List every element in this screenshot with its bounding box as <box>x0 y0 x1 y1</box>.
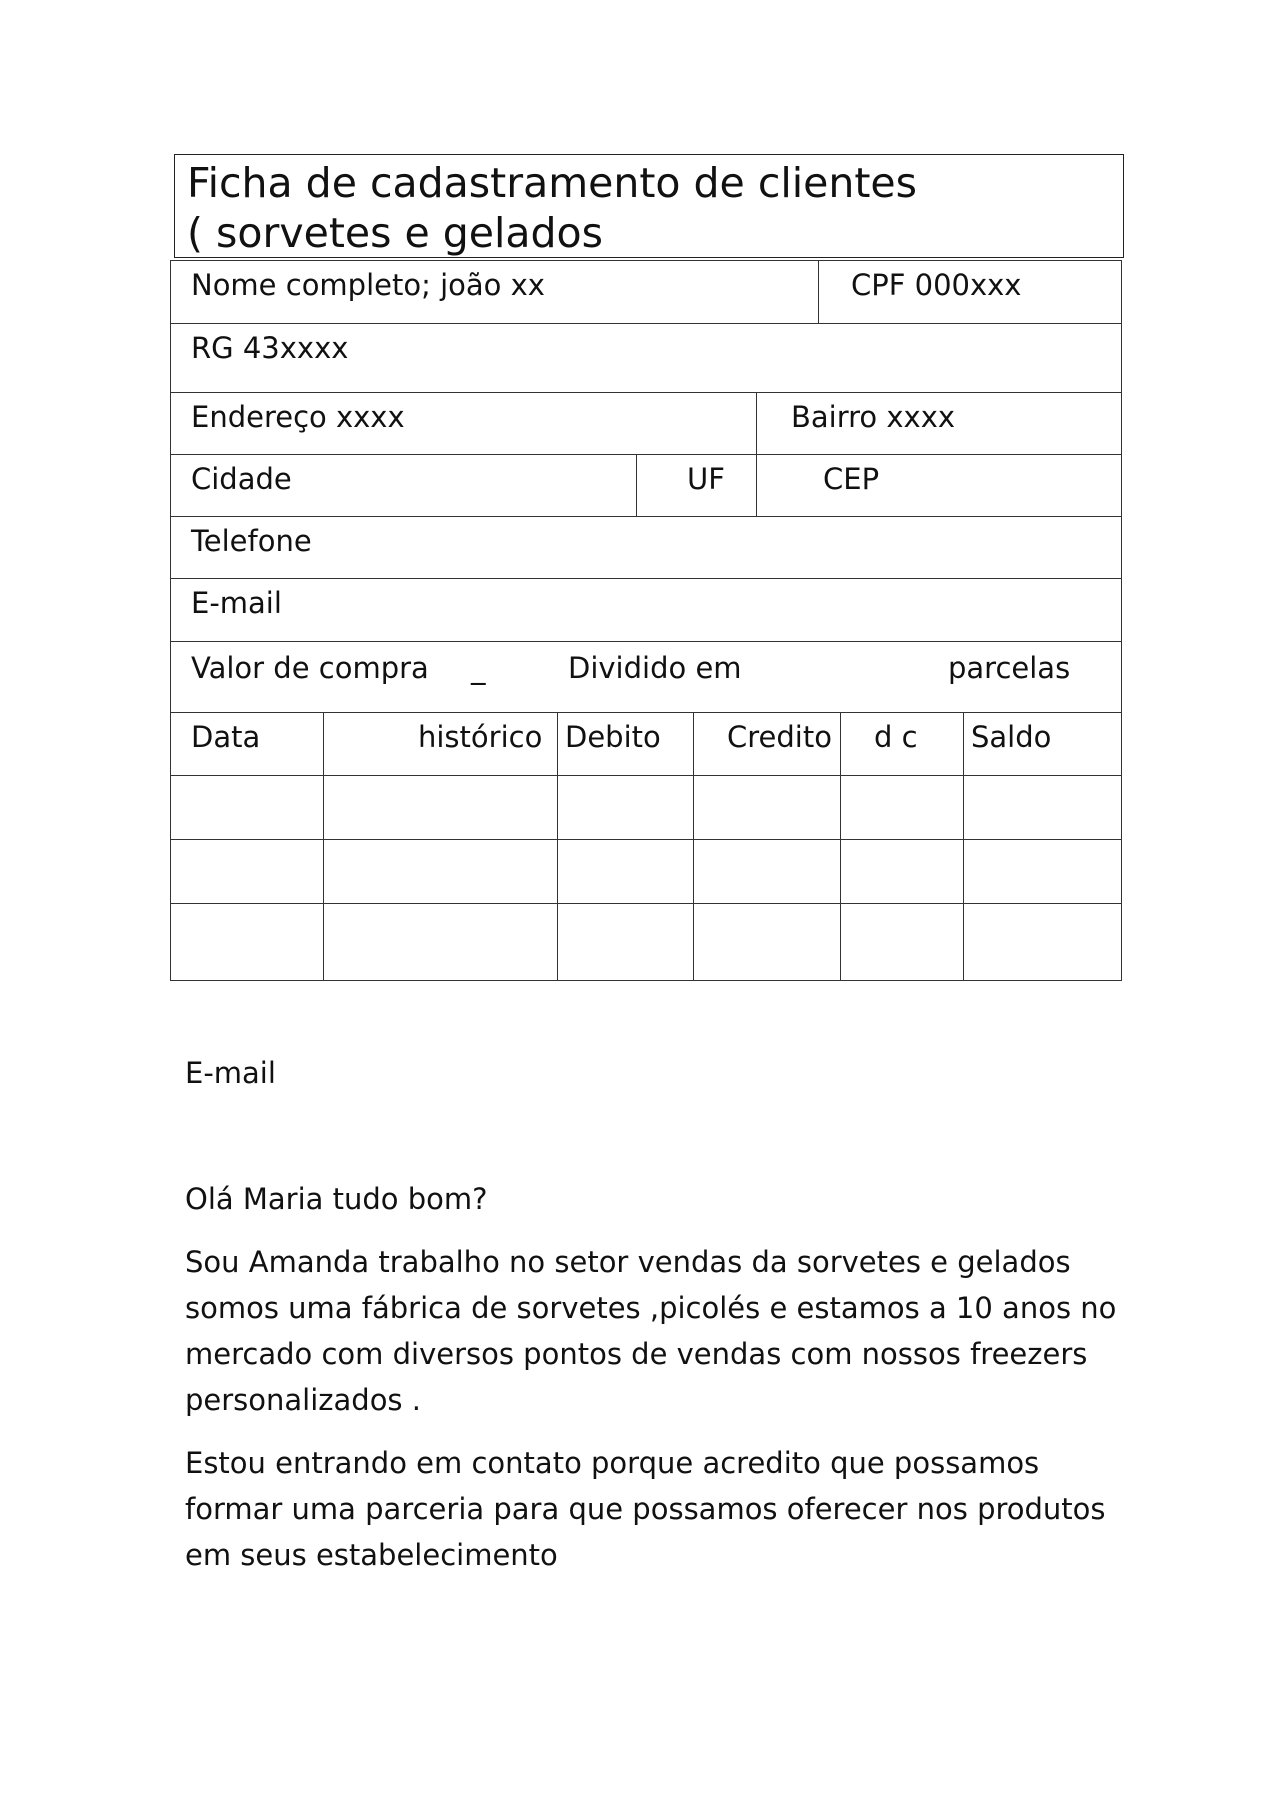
cep-field[interactable] <box>756 454 1122 518</box>
ledger-cell[interactable] <box>963 775 1122 841</box>
ledger-cell[interactable] <box>963 903 1122 981</box>
col-historico-label: histórico <box>418 720 543 754</box>
ledger-cell[interactable] <box>840 839 965 905</box>
dividido-em-label: Dividido em <box>568 651 742 685</box>
cpf-field[interactable] <box>818 260 1122 325</box>
registration-form-table <box>170 260 1122 986</box>
ledger-cell[interactable] <box>693 903 842 981</box>
ledger-cell[interactable] <box>557 775 695 841</box>
nome-label: Nome completo; joão xx <box>191 268 545 302</box>
rg-label: RG 43xxxx <box>191 331 349 365</box>
col-data-label: Data <box>191 720 261 754</box>
ledger-cell[interactable] <box>557 839 695 905</box>
col-debito-label: Debito <box>565 720 661 754</box>
ledger-cell[interactable] <box>963 839 1122 905</box>
uf-field[interactable] <box>636 454 758 518</box>
col-header-data <box>170 712 325 777</box>
valor-compra-label: Valor de compra <box>191 651 429 685</box>
rg-field[interactable] <box>170 323 1122 394</box>
col-dc-label: d c <box>874 720 918 754</box>
ledger-cell[interactable] <box>170 903 325 981</box>
telefone-label: Telefone <box>191 524 312 558</box>
col-header-credito <box>693 712 842 777</box>
ledger-cell[interactable] <box>170 775 325 841</box>
ledger-cell[interactable] <box>693 775 842 841</box>
parcelas-label: parcelas <box>948 651 1071 685</box>
form-title-box <box>174 154 1124 258</box>
bairro-field[interactable] <box>756 392 1122 456</box>
paragraph-1-line: Sou Amanda trabalho no setor vendas da sorvetes e gelados <box>185 1245 1071 1279</box>
email-label: E-mail <box>191 586 282 620</box>
ledger-cell[interactable] <box>693 839 842 905</box>
form-title-line-2: ( sorvetes e gelados <box>187 209 604 257</box>
valor-compra-field[interactable] <box>170 641 1122 714</box>
col-header-historico <box>323 712 559 777</box>
cep-label: CEP <box>823 462 880 496</box>
email-greeting: Olá Maria tudo bom? <box>185 1182 488 1216</box>
cpf-label: CPF 000xxx <box>851 268 1022 302</box>
paragraph-1-line: personalizados . <box>185 1383 421 1417</box>
col-credito-label: Credito <box>727 720 832 754</box>
ledger-cell[interactable] <box>170 839 325 905</box>
col-saldo-label: Saldo <box>971 720 1052 754</box>
uf-label: UF <box>687 462 725 496</box>
paragraph-1-line: somos uma fábrica de sorvetes ,picolés e estamos a 10 anos no <box>185 1291 1117 1325</box>
endereco-label: Endereço xxxx <box>191 400 405 434</box>
col-header-dc <box>840 712 965 777</box>
form-title-line-1: Ficha de cadastramento de clientes <box>187 159 918 207</box>
valor-underscore: _ <box>471 651 486 685</box>
ledger-cell[interactable] <box>323 839 559 905</box>
paragraph-2-line: Estou entrando em contato porque acredito que possamos <box>185 1446 1040 1480</box>
col-header-debito <box>557 712 695 777</box>
telefone-field[interactable] <box>170 516 1122 580</box>
bairro-label: Bairro xxxx <box>791 400 956 434</box>
email-heading: E-mail <box>185 1056 276 1090</box>
nome-field[interactable] <box>170 260 820 325</box>
email-field[interactable] <box>170 578 1122 643</box>
paragraph-2-line: formar uma parceria para que possamos oferecer nos produtos <box>185 1492 1106 1526</box>
cidade-label: Cidade <box>191 462 292 496</box>
paragraph-2-line: em seus estabelecimento <box>185 1538 558 1572</box>
ledger-cell[interactable] <box>323 775 559 841</box>
ledger-cell[interactable] <box>323 903 559 981</box>
paragraph-1-line: mercado com diversos pontos de vendas com nossos freezers <box>185 1337 1088 1371</box>
ledger-cell[interactable] <box>557 903 695 981</box>
ledger-cell[interactable] <box>840 775 965 841</box>
endereco-field[interactable] <box>170 392 758 456</box>
ledger-cell[interactable] <box>840 903 965 981</box>
cidade-field[interactable] <box>170 454 638 518</box>
col-header-saldo <box>963 712 1122 777</box>
